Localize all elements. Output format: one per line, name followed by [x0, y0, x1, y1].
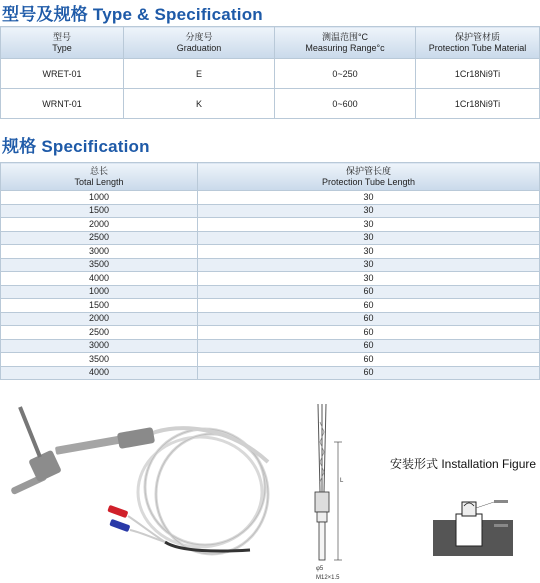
cell-total-length: 1000 [1, 191, 198, 205]
cell-total-length: 1000 [1, 285, 198, 299]
cell-tube-length: 30 [198, 258, 540, 272]
col-range-header: 测温范围°C Measuring Range°c [275, 27, 416, 59]
table-row [1, 339, 540, 353]
cell-total-length: 4000 [1, 272, 198, 286]
cell-tube-length: 60 [198, 339, 540, 353]
cell-total-length: 2500 [1, 326, 198, 340]
cell-tube-length: 60 [198, 366, 540, 380]
table-row [1, 366, 540, 380]
dim-L-label: L [340, 478, 344, 484]
cell-graduation: E [124, 59, 275, 89]
cell-tube-length: 60 [198, 299, 540, 313]
table-row [1, 299, 540, 313]
cell-type: WRET-01 [1, 59, 124, 89]
col-material-header: 保护管材质 Protection Tube Material [416, 27, 540, 59]
dimension-drawing [298, 402, 368, 582]
dim-phi-label: φ5 [316, 566, 324, 572]
product-photo [0, 402, 290, 582]
cell-total-length: 3000 [1, 339, 198, 353]
cell-tube-length: 30 [198, 204, 540, 218]
installation-caption: 安装形式 Installation Figure [390, 457, 537, 471]
cell-total-length: 3000 [1, 245, 198, 259]
table-row [1, 231, 540, 245]
cell-total-length: 4000 [1, 366, 198, 380]
table-row [1, 312, 540, 326]
col-total-length-header: 总长 Total Length [1, 163, 198, 191]
cell-tube-length: 60 [198, 326, 540, 340]
cell-tube-length: 30 [198, 218, 540, 232]
cell-total-length: 1500 [1, 299, 198, 313]
cell-type: WRNT-01 [1, 89, 124, 119]
cell-range: 0~600 [275, 89, 416, 119]
cell-total-length: 2000 [1, 312, 198, 326]
cell-tube-length: 30 [198, 245, 540, 259]
cell-graduation: K [124, 89, 275, 119]
cell-total-length: 1500 [1, 204, 198, 218]
cell-total-length: 3500 [1, 353, 198, 367]
installation-figure [428, 492, 518, 564]
cell-total-length: 2000 [1, 218, 198, 232]
length-spec-table [0, 162, 540, 380]
table-row [1, 353, 540, 367]
col-graduation-header: 分度号 Graduation [124, 27, 275, 59]
table-row [1, 258, 540, 272]
table-row [1, 89, 540, 119]
table-row [1, 191, 540, 205]
col-tube-length-header: 保护管长度 Protection Tube Length [198, 163, 540, 191]
cell-tube-length: 60 [198, 285, 540, 299]
table-row [1, 59, 540, 89]
cell-tube-length: 30 [198, 191, 540, 205]
type-spec-table [0, 26, 540, 119]
col-type-header: 型号 Type [1, 27, 124, 59]
cell-tube-length: 60 [198, 353, 540, 367]
cell-total-length: 3500 [1, 258, 198, 272]
cell-total-length: 2500 [1, 231, 198, 245]
table-row [1, 204, 540, 218]
table-row [1, 218, 540, 232]
table-row [1, 272, 540, 286]
cell-tube-length: 60 [198, 312, 540, 326]
section2-title: 规格 Specification [2, 137, 150, 156]
cell-material: 1Cr18Ni9Ti [416, 59, 540, 89]
cell-tube-length: 30 [198, 272, 540, 286]
table-row [1, 326, 540, 340]
table-row [1, 285, 540, 299]
section1-title: 型号及规格 Type & Specification [2, 5, 263, 24]
table-row [1, 245, 540, 259]
cell-range: 0~250 [275, 59, 416, 89]
dim-thread-label: M12×1.5 [316, 575, 340, 581]
cell-material: 1Cr18Ni9Ti [416, 89, 540, 119]
cell-tube-length: 30 [198, 231, 540, 245]
